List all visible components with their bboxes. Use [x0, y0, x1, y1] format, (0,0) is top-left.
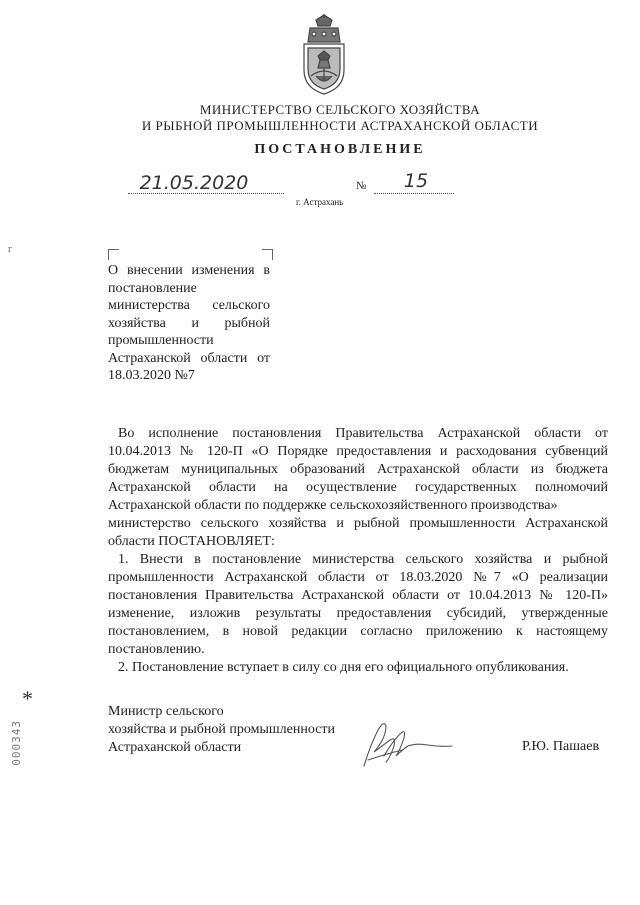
- city-label: г. Астрахань: [296, 197, 344, 207]
- star-mark: *: [22, 686, 33, 711]
- document-subject: О внесении изменения в постановление министерства сельского хозяйства и рыбной промышленности Астраханской области от 18.03.2020 №7: [108, 263, 270, 383]
- ministry-name-line1: МИНИСТЕРСТВО СЕЛЬСКОГО ХОЗЯЙСТВА: [199, 102, 481, 117]
- document-type: ПОСТАНОВЛЕНИЕ: [254, 142, 426, 157]
- item-2-paragraph: 2. Постановление вступает в силу со дня его официального опубликования.: [118, 660, 569, 675]
- preamble-paragraph: Во исполнение постановления Правительства Астраханской области от 10.04.2013 № 120-П «О Порядке предоставления и расходования субвенций бюджетам муниципальных образований Астраханской области из бюджета Астраханской области на осуществление государственных полномочий Астраханской области по поддержке сельскохозяйственного производства»: [108, 426, 608, 513]
- registration-number: 000343: [10, 720, 23, 766]
- date-underline: [128, 193, 284, 194]
- subject-corner-left: [108, 249, 119, 260]
- document-body: [108, 425, 608, 677]
- margin-mark: г: [8, 244, 13, 255]
- handwritten-signature: [356, 716, 456, 772]
- item-1-paragraph: 1. Внести в постановление министерства сельского хозяйства и рыбной промышленности Астраханской области от 18.03.2020 №7 «О реализации постановления Правительства Астраханской области от 10.04.2013 № 120-П» изменение, изложив результаты предоставления субсидий, утвержденные постановлением, в новой редакции согласно приложению к настоящему постановлению.: [108, 552, 608, 657]
- signatory-title: [108, 703, 368, 757]
- issuer-paragraph: министерство сельского хозяйства и рыбной промышленности Астраханской области ПОСТАНОВЛЯЕТ:: [108, 516, 608, 549]
- signatory-title-line3: Астраханской области: [108, 740, 242, 755]
- number-sign: №: [356, 180, 367, 192]
- ministry-name-line2: И РЫБНОЙ ПРОМЫШЛЕННОСТИ АСТРАХАНСКОЙ ОБЛАСТИ: [141, 118, 539, 133]
- signatory-title-line2: хозяйства и рыбной промышленности: [108, 722, 336, 737]
- signatory-name: Р.Ю. Пашаев: [522, 739, 600, 754]
- document-number: 15: [403, 170, 429, 192]
- subject-corner-right: [262, 249, 273, 260]
- signatory-title-line1: Министр сельского: [108, 704, 224, 719]
- number-underline: [374, 193, 454, 194]
- coat-of-arms-emblem: [296, 14, 352, 96]
- document-date: 21.05.2020: [139, 172, 249, 194]
